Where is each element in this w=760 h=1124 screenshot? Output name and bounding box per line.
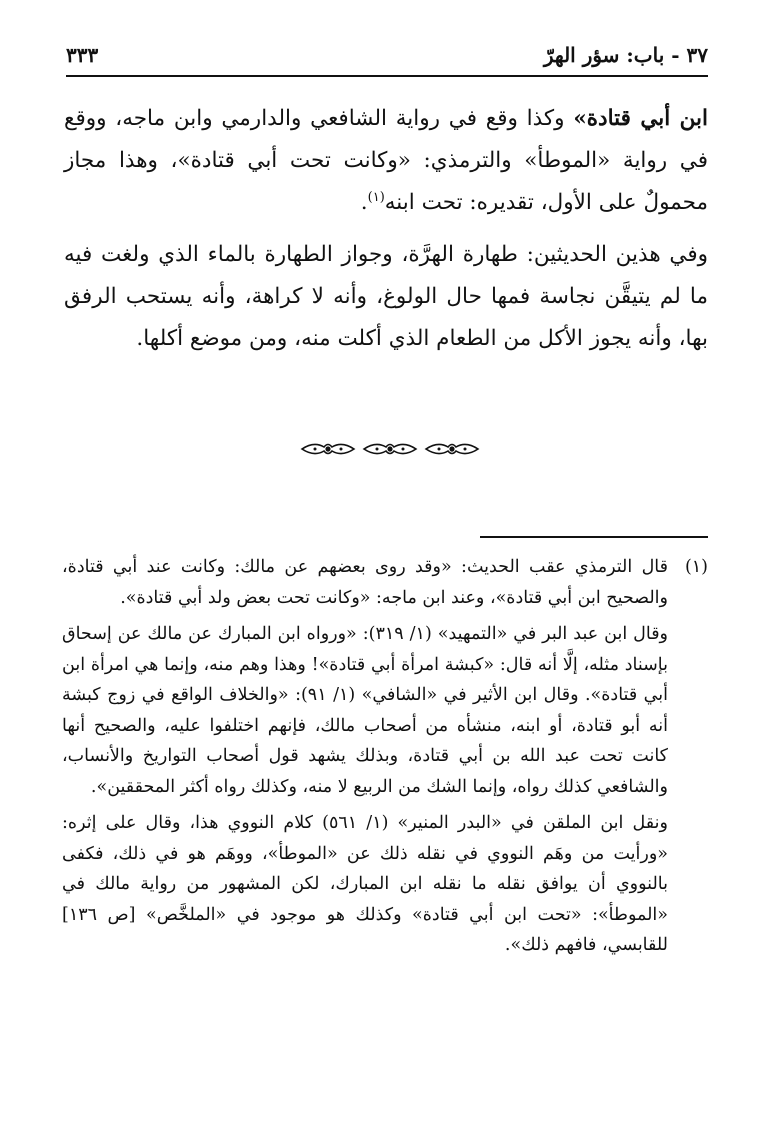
header-divider	[66, 75, 708, 77]
footnote-number: (١)	[684, 557, 708, 577]
paragraph-1-bold-lead: ابن أبي قتادة»	[573, 106, 708, 131]
ornament-icon	[362, 438, 418, 460]
footnote-1	[62, 552, 708, 967]
page-number: ٣٣٣	[66, 43, 99, 67]
footnotes	[62, 552, 708, 967]
ornament-icon	[300, 438, 356, 460]
footnote-paragraph: قال الترمذي عقب الحديث: «وقد روى بعضهم عن مالك: وكانت عند أبي قتادة، والصحيح ابن أبي قتادة»، وعند ابن ماجه: «وكانت تحت بعض ولد أبي قتادة».	[62, 557, 668, 608]
running-header	[66, 40, 708, 70]
footnote-paragraph: ونقل ابن الملقن في «البدر المنير» (١/ ٥٦١) كلام النووي هذا، وقال على إثره: «ورأيت من وهَم النووي في نقله ذلك عن «الموطأ»، ووهَم هو في ذلك، فكفى بالنووي أن يوافق نقله ما نقله ابن المبارك، لكن المشهور من رواية مالك في «الموطأ»: «تحت ابن أبي قتادة» وكذلك هو موجود في «الملخَّص» [ص ١٣٦] للقابسي، فافهم ذلك».	[62, 813, 668, 955]
paragraph-1	[64, 98, 708, 224]
section-ornament	[300, 436, 480, 462]
paragraph-2: وفي هذين الحديثين: طهارة الهرَّة، وجواز الطهارة بالماء الذي ولغت فيه ما لم يتيقَّن نجاسة فمها حال الولوغ، وأنه لا كراهة، وأنه يستحب الرفق بها، وأنه يجوز الأكل من الطعام الذي أكلت منه، ومن موضع أكلها.	[64, 242, 708, 351]
paragraph-1-end: .	[360, 190, 368, 215]
footnote-body	[62, 552, 668, 967]
ornament-icon	[424, 438, 480, 460]
main-text	[64, 98, 708, 370]
footnote-divider	[480, 536, 708, 538]
chapter-title: ٣٧ - باب: سؤر الهرّ	[543, 43, 708, 67]
footnote-marker[interactable]: (١)	[367, 189, 385, 205]
footnote-paragraph: وقال ابن عبد البر في «التمهيد» (١/ ٣١٩): «ورواه ابن المبارك عن مالك عن إسحاق بإسناد مثله، إلَّا أنه قال: «كبشة امرأة أبي قتادة»! وهذا وهم منه، وإنما هي امرأة ابن أبي قتادة». وقال ابن الأثير في «الشافي» (١/ ٩١): «والخلاف الواقع في زوج كبشة أنه أبو قتادة، أو ابنه، منشأه من أصحاب مالك، فإنهم اختلفوا عليه، والصحيح أنها كانت تحت عبد الله بن أبي قتادة، وبذلك يشهد قول أصحاب التواريخ والأنساب، والشافعي كذلك رواه، وإنما الشك من الربيع لا منه، وكذلك رواه أكثر المحققين».	[62, 624, 669, 797]
paragraph-1-text: وكذا وقع في رواية الشافعي والدارمي وابن ماجه، ووقع في رواية «الموطأ» والترمذي: «وكانت تحت أبي قتادة»، وهذا مجاز محمولٌ على الأول، تقديره: تحت ابنه	[64, 106, 708, 215]
